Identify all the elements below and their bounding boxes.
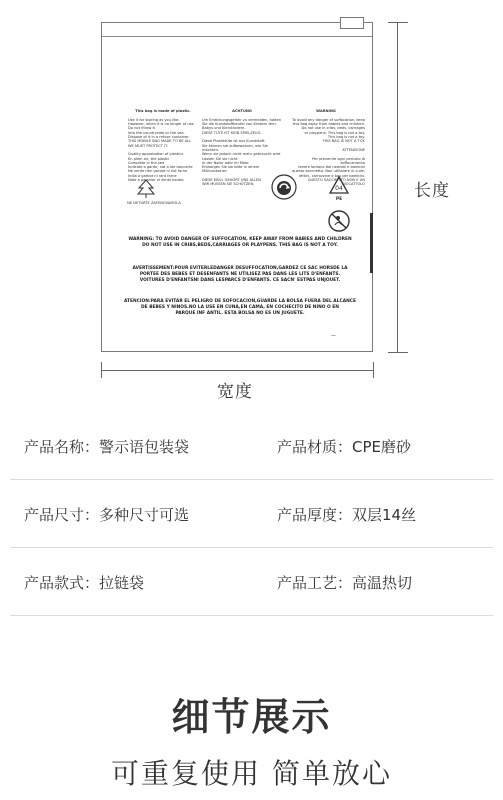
warning-english: WARNING: TO AVOID DANGER OF SUFFOCATION, KEEP AWAY FROM BABIES AND CHILDREN DO NOT USE IN CRIBS,BEDS,CARRIAGES OR PLAYPENS. THIS BAG IS NOT A TOY.: [128, 237, 352, 249]
spec-row: [10, 480, 493, 548]
bag-text-german-body: Um Erstickungsgefahr zu vermeiden, halten Sie die Kunststoffbeutel von Kindern fern. Babys und Kleinkindern. DIESE TÜTE IST KEIN SPIELZEUG. Diese Plastiktüte ist aus Kunststoff. Sie können sie aufbewahren, wie Sie möchten. Wenn sie jedoch nicht mehr gebraucht wird Lassen Sie sie nicht In der Natur oder im Meer. Entsorgen Sie sie bitte in einem Müllcontainer. DIESE MÜLL GEHÖRT UNS ALLEN WIR MÜSSEN SIE SCHÜTZEN.: [202, 117, 282, 187]
zipper-tab: [340, 17, 364, 29]
spec-row: [10, 412, 493, 480]
bag-text-english-body: Use it for storing as you like. However, when it is no longer of use Do not throw it Into the countryside or the sea. Dispose of it in a refuse container. THIS MOBILE BAG MADE TO BE ALL WE MUST PROTECT IT. Quality approbation of plastics En plein air, the plastic Complete in the sea Indicate a garde, not a lee bancarte Ne vente rien garbot ni rist farne India a garbot ni rant farne Note a palanier ni zimbi nodaic: [128, 117, 194, 183]
bag-text-german-title: ACHTUNG: [232, 109, 252, 114]
pe-caption: PE: [335, 197, 343, 202]
tree-icon-caption: NE DETURTE ZAFENOVAMOLA: [127, 201, 181, 205]
bag-text-english-title: This bag is made of plastic.: [135, 109, 191, 114]
tree-recycle-icon: [136, 179, 156, 199]
pe-recycle-triangle-icon: [328, 175, 350, 197]
bag-text-warning-body: To avoid any danger of suffocation, keep this bag away from babies and children. Do not use in cribs, beds, carriages or playpens. This bag is not a toy. This bag is not a toy. THIS BAG IS NOT A TOY. ATTENZIONE Per prevenire ogni pericolo di soffocamento tenere lontano dai neonati e bambini questo sacchetto. Non utilizzare in culle, lettini, carrozzine o box per bambini. QUESTO SACCHETTO NON E UN GIOCATTOLO: [292, 117, 365, 187]
length-dimension-line: [388, 22, 408, 353]
warning-french: AVERTISSEMENT:POUR EVITERLEDANGER DESUFFOCATION,GARDEZ CE SAC HORSDE LA PORTEE DES BEBES ET DESENFANTS NE UTILISEZ PAS DANS LES LITS D'ENFANTS. VOITURES D'ENFANTSNI DANS LESPARCS D'ENFANTS. CE SACN' ESTPAS UNJOUET.: [132, 266, 348, 284]
width-dimension-line: [101, 362, 374, 378]
triangle-code: 04: [335, 185, 343, 192]
section-title: 细节展示: [171, 695, 332, 739]
side-seal-mark: [370, 213, 373, 273]
bag-dash-mark: —: [331, 333, 336, 339]
spec-table: [10, 412, 493, 616]
spec-style: 产品款式：拉链袋: [24, 574, 145, 592]
spec-process: 产品工艺：高温热切: [277, 574, 413, 592]
spec-row: [10, 548, 493, 616]
bag-text-warning-title: WARNING: [316, 109, 336, 114]
width-label: 宽度: [217, 382, 253, 402]
spec-size: 产品尺寸：多种尺寸可选: [24, 506, 190, 524]
spec-material: 产品材质：CPE磨砂: [277, 438, 411, 456]
bag-illustration: [101, 22, 373, 352]
zipper-line: [102, 36, 372, 37]
warning-spanish: ATENCION:PARA EVITAR EL PELIGRO DE SOFOCACION,GUARDE LA BOLSA FUERA DEL ALCANCE DE BEBES Y NINOS.NO LA USE EN CUNA,EN CAMA, EN COCHECITO DE NINO O EN PARQUE INF ANTIL. ESTA BOLSA NO ES UN JUGUETE.: [123, 299, 357, 317]
bag-text-warning-column: [287, 105, 365, 187]
recycle-seal-icon: [270, 173, 298, 201]
no-baby-icon: [327, 209, 351, 233]
bag-text-english: [128, 105, 198, 182]
section-subtitle: 可重复使用 简单放心: [111, 757, 392, 790]
spec-thickness: 产品厚度：双层14丝: [277, 506, 417, 524]
spec-product-name: 产品名称：警示语包装袋: [24, 438, 190, 456]
length-label: 长度: [414, 181, 450, 201]
